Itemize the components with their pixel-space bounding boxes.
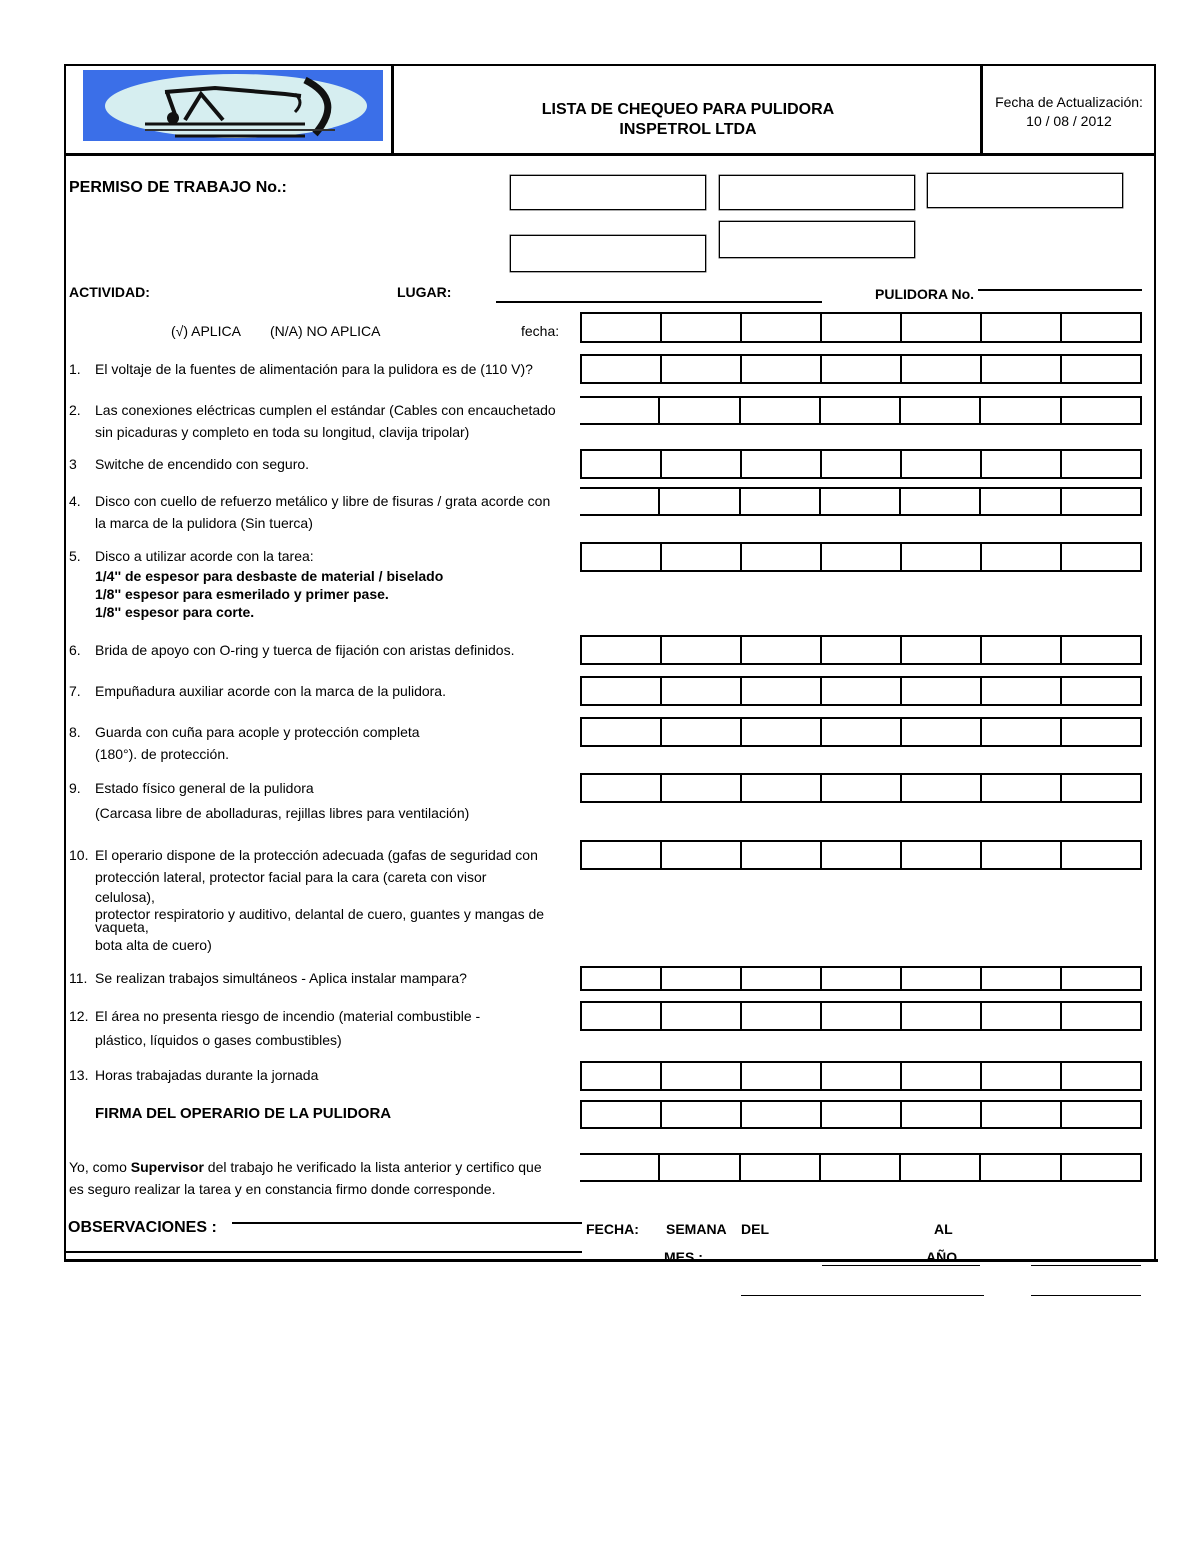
check-grid-row-11 [580,966,1142,991]
actividad-label: ACTIVIDAD: [69,284,150,300]
check-cell[interactable] [1062,1003,1142,1029]
item-text-line-1: Disco con cuello de refuerzo metálico y libre de fisuras / grata acorde con [95,493,551,509]
permit-label: PERMISO DE TRABAJO No.: [69,179,287,196]
item-number: 9. [69,780,81,796]
mes-input-line[interactable] [741,1295,984,1296]
check-cell[interactable] [660,398,740,423]
semana-label: SEMANA [666,1221,727,1237]
check-cell[interactable] [741,398,821,423]
item-text: El voltaje de la fuentes de alimentación para la pulidora es de (110 V)? [95,361,533,377]
item-sub-line-2: 1/8'' espesor para esmerilado y primer pase. [95,586,389,602]
item-text-line-2: (180°). de protección. [95,746,230,762]
check-cell[interactable] [901,489,981,514]
check-cell[interactable] [902,968,982,989]
item-text-line-5: bota alta de cuero) [95,937,212,953]
checklist-item-6 [69,639,579,661]
check-cell[interactable] [822,719,902,745]
item-text-line-2: protección lateral, protector facial para la cara (careta con visor [95,869,487,885]
check-cell[interactable] [1062,637,1142,663]
item-text-line-1: El área no presenta riesgo de incendio (material combustible - [95,1008,481,1024]
check-cell[interactable] [982,842,1062,868]
check-cell[interactable] [662,637,742,663]
checklist-item-13 [69,1064,579,1086]
item-number: 4. [69,493,81,509]
check-cell[interactable] [662,719,742,745]
checklist-item-2 [69,399,579,443]
item-text-line-2: (Carcasa libre de abolladuras, rejillas libres para ventilación) [95,805,470,821]
check-grid-row-5 [580,542,1142,572]
item-number: 10. [69,847,89,863]
check-cell[interactable] [822,637,902,663]
item-number: 7. [69,683,81,699]
permit-number-box-1[interactable] [510,175,706,210]
supervisor-statement-line-2: es seguro realizar la tarea y en constancia firmo donde corresponde. [69,1181,496,1197]
item-text-line-2: la marca de la pulidora (Sin tuerca) [95,515,313,531]
check-cell[interactable] [981,489,1061,514]
item-text: Switche de encendido con seguro. [95,456,310,472]
semana-al-input-line[interactable] [1031,1265,1141,1266]
check-cell[interactable] [821,489,901,514]
check-cell[interactable] [662,356,742,382]
check-grid-row-1 [580,354,1142,384]
check-cell[interactable] [662,1003,742,1029]
pulidora-number-input-line[interactable] [978,289,1142,291]
check-cell[interactable] [662,544,742,570]
checklist-item-1 [69,358,579,380]
check-cell[interactable] [902,451,982,477]
check-cell[interactable] [822,356,902,382]
title-line-1: LISTA DE CHEQUEO PARA PULIDORA [541,101,835,118]
check-cell[interactable] [902,775,982,801]
signature-cell[interactable] [901,1155,981,1180]
check-grid-row-13 [580,1061,1142,1091]
check-cell[interactable] [901,398,981,423]
check-cell[interactable] [662,775,742,801]
supervisor-suffix: del trabajo he verificado la lista anterior y certifico que [203,1159,542,1175]
check-cell[interactable] [902,719,982,745]
check-cell[interactable] [822,544,902,570]
check-cell[interactable] [822,968,902,989]
check-cell[interactable] [822,1063,902,1089]
item-text-line-1: Estado físico general de la pulidora [95,780,314,796]
check-cell[interactable] [742,842,822,868]
check-cell[interactable] [741,489,821,514]
checklist-item-8 [69,721,579,765]
check-cell[interactable] [902,1003,982,1029]
item-text-line-1: Las conexiones eléctricas cumplen el estándar (Cables con encauchetado [95,402,556,418]
check-cell[interactable] [742,968,822,989]
item-text: Brida de apoyo con O-ring y tuerca de fijación con aristas definidos. [95,642,515,658]
check-cell[interactable] [822,451,902,477]
supervisor-statement-line-1 [69,1156,579,1178]
check-cell[interactable] [1062,544,1142,570]
item-sub-line-1: 1/4'' de espesor para desbaste de material / biselado [95,568,444,584]
item-number: 5. [69,548,81,564]
check-cell[interactable] [982,637,1062,663]
checklist-item-4 [69,490,579,534]
check-cell[interactable] [580,398,660,423]
check-cell[interactable] [982,544,1062,570]
supervisor-statement [69,1156,579,1200]
check-cell[interactable] [982,356,1062,382]
item-number: 6. [69,642,81,658]
check-cell[interactable] [742,451,822,477]
check-cell[interactable] [1062,489,1142,514]
lugar-input-line[interactable] [496,301,822,303]
check-grid-row-2 [580,396,1142,425]
permit-number-box-2[interactable] [719,175,915,210]
check-cell[interactable] [580,356,662,382]
check-cell[interactable] [742,1003,822,1029]
check-cell[interactable] [902,1063,982,1089]
check-grid-row-7 [580,676,1142,706]
item-text: Empuñadura auxiliar acorde con la marca de la pulidora. [95,683,446,699]
mes-label: MES : [664,1249,703,1265]
check-cell[interactable] [1062,451,1142,477]
signature-cell[interactable] [902,1102,982,1127]
check-cell[interactable] [742,678,822,704]
check-cell[interactable] [580,451,662,477]
date-cell[interactable] [902,314,982,341]
observaciones-label: OBSERVACIONES : [68,1219,217,1236]
item-text-line-2: plástico, líquidos o gases combustibles) [95,1032,342,1048]
anio-input-line[interactable] [1031,1295,1141,1296]
signature-cell[interactable] [822,1102,902,1127]
item-number: 3 [69,456,77,472]
checklist-item-7 [69,680,579,702]
check-cell[interactable] [662,451,742,477]
check-cell[interactable] [982,1063,1062,1089]
check-cell[interactable] [902,842,982,868]
title-line-2: INSPETROL LTDA [619,121,757,138]
date-cell[interactable] [580,314,662,341]
item-text-line-1: Guarda con cuña para acople y protección completa [95,724,420,740]
supervisor-role: Supervisor [130,1159,204,1175]
permit-number-box-5[interactable] [719,221,915,258]
check-cell[interactable] [742,775,822,801]
update-date: 10 / 08 / 2012 [1026,113,1112,129]
observaciones-line-1[interactable] [232,1222,582,1224]
permit-number-box-4[interactable] [510,235,706,272]
check-cell[interactable] [1062,968,1142,989]
signature-cell[interactable] [662,1102,742,1127]
check-cell[interactable] [982,451,1062,477]
operator-signature-row [580,1100,1142,1129]
check-cell[interactable] [902,356,982,382]
check-cell[interactable] [580,1063,662,1089]
check-cell[interactable] [742,719,822,745]
form-bottom-border [64,1259,1158,1262]
check-cell[interactable] [822,678,902,704]
item-number: 12. [69,1008,89,1024]
item-text-line-1: El operario dispone de la protección adecuada (gafas de seguridad con [95,847,538,863]
fecha-label: fecha: [521,323,560,339]
date-grid-row [580,312,1142,343]
check-cell[interactable] [982,719,1062,745]
supervisor-signature-row [580,1153,1142,1182]
date-cell[interactable] [1062,314,1142,341]
check-grid-row-8 [580,717,1142,747]
check-cell[interactable] [1062,775,1142,801]
signature-cell[interactable] [742,1102,822,1127]
signature-cell[interactable] [981,1155,1061,1180]
permit-number-box-3[interactable] [927,173,1123,208]
item-text: Disco a utilizar acorde con la tarea: [95,548,314,564]
del-label: DEL [741,1221,769,1237]
item-text-line-2: sin picaduras y completo en toda su longitud, clavija tripolar) [95,424,470,440]
update-label: Fecha de Actualización: [995,94,1143,110]
check-cell[interactable] [742,356,822,382]
signature-cell[interactable] [741,1155,821,1180]
check-cell[interactable] [822,842,902,868]
semana-del-input-line[interactable] [822,1265,980,1266]
check-grid-row-6 [580,635,1142,665]
item-text: Se realizan trabajos simultáneos - Aplica instalar mampara? [95,970,467,986]
check-cell[interactable] [982,775,1062,801]
check-cell[interactable] [660,489,740,514]
check-cell[interactable] [1062,678,1142,704]
item-number: 8. [69,724,81,740]
check-cell[interactable] [580,1003,662,1029]
checklist-item-3 [69,453,579,475]
check-cell[interactable] [822,775,902,801]
item-text: Horas trabajadas durante la jornada [95,1067,319,1083]
check-cell[interactable] [1062,1063,1142,1089]
check-cell[interactable] [742,544,822,570]
check-cell[interactable] [1062,719,1142,745]
footer-fecha-label: FECHA: [586,1221,639,1237]
header-divider [64,153,1156,156]
check-cell[interactable] [662,1063,742,1089]
check-cell[interactable] [742,1063,822,1089]
check-grid-row-4 [580,487,1142,516]
signature-cell[interactable] [660,1155,740,1180]
legend-aplica: (√) APLICA [171,323,241,339]
check-cell[interactable] [1062,356,1142,382]
check-cell[interactable] [981,398,1061,423]
check-cell[interactable] [1062,842,1142,868]
check-grid-row-10 [580,840,1142,870]
item-number: 2. [69,402,81,418]
check-cell[interactable] [982,1003,1062,1029]
oil-pumpjack-logo-icon [105,74,367,138]
signature-cell[interactable] [580,1155,660,1180]
check-cell[interactable] [902,544,982,570]
check-cell[interactable] [580,719,662,745]
pulidora-number-label: PULIDORA No. [875,286,975,302]
legend-no-aplica: (N/A) NO APLICA [270,323,381,339]
signature-cell[interactable] [580,1102,662,1127]
signature-cell[interactable] [1062,1102,1142,1127]
checklist-item-11 [69,967,579,989]
check-cell[interactable] [580,842,662,868]
check-cell[interactable] [580,678,662,704]
check-cell[interactable] [662,678,742,704]
checklist-item-12 [69,1004,579,1052]
supervisor-prefix: Yo, como [69,1159,131,1175]
check-grid-row-12 [580,1001,1142,1031]
checklist-item-9 [69,776,579,826]
item-number: 13. [69,1067,89,1083]
date-cell[interactable] [742,314,822,341]
check-cell[interactable] [1062,398,1142,423]
signature-cell[interactable] [982,1102,1062,1127]
checklist-item-5 [69,545,579,621]
check-cell[interactable] [822,1003,902,1029]
item-text-line-4: protector respiratorio y auditivo, delantal de cuero, guantes y mangas de vaqueta, [95,906,545,935]
item-text-line-3: celulosa), [95,889,155,905]
check-cell[interactable] [580,544,662,570]
signature-cell[interactable] [1062,1155,1142,1180]
check-cell[interactable] [580,637,662,663]
check-cell[interactable] [902,637,982,663]
check-cell[interactable] [580,968,662,989]
al-label: AL [934,1221,953,1237]
check-cell[interactable] [982,968,1062,989]
operator-signature-label: FIRMA DEL OPERARIO DE LA PULIDORA [95,1105,392,1122]
check-cell[interactable] [580,489,660,514]
check-cell[interactable] [662,968,742,989]
item-sub-line-3: 1/8'' espesor para corte. [95,604,255,620]
anio-label: AÑO [926,1249,958,1265]
check-cell[interactable] [742,637,822,663]
check-grid-row-3 [580,449,1142,479]
date-cell[interactable] [822,314,902,341]
date-cell[interactable] [662,314,742,341]
check-cell[interactable] [821,398,901,423]
company-logo [83,70,383,141]
update-info [984,93,1154,131]
page-title [394,100,982,140]
check-cell[interactable] [580,775,662,801]
check-cell[interactable] [662,842,742,868]
checklist-item-10 [69,844,569,956]
lugar-label: LUGAR: [397,284,452,300]
item-number: 11. [69,970,88,986]
observaciones-line-2[interactable] [64,1251,582,1253]
check-grid-row-9 [580,773,1142,803]
signature-cell[interactable] [821,1155,901,1180]
date-cell[interactable] [982,314,1062,341]
check-cell[interactable] [982,678,1062,704]
check-cell[interactable] [902,678,982,704]
item-number: 1. [69,361,81,377]
